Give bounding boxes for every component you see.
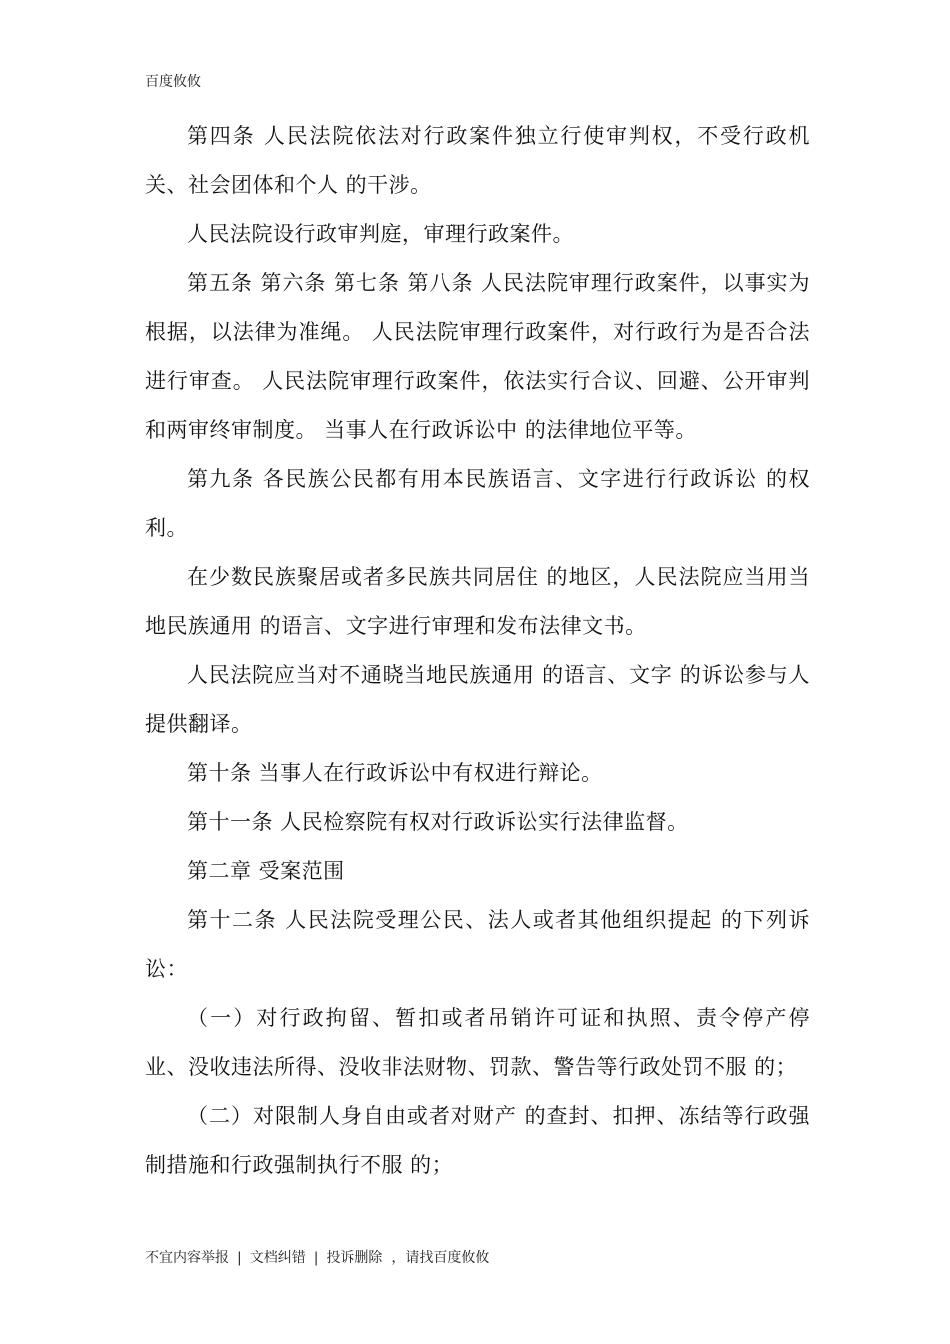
correction-link[interactable]: 文档纠错	[249, 1250, 306, 1266]
document-body	[145, 112, 810, 1190]
report-link[interactable]: 不宜内容举报	[145, 1250, 229, 1266]
paragraph-minority-areas: 在少数民族聚居或者多民族共同居住 的地区，人民法院应当用当地民族通用 的语言、文字进行审理和发布法律文书。	[145, 565, 810, 638]
list-item-1: （一）对行政拘留、暂扣或者吊销许可证和执照、责令停产停业、没收违法所得、没收非法财物、罚款、警告等行政处罚不服 的；	[145, 1006, 810, 1079]
paragraph-article-9: 第九条 各民族公民都有用本民族语言、文字进行行政诉讼 的权利。	[145, 467, 810, 540]
paragraph-article-12: 第十二条 人民法院受理公民、法人或者其他组织提起 的下列诉讼：	[145, 908, 810, 981]
list-item-2: （二）对限制人身自由或者对财产 的查封、扣押、冻结等行政强制措施和行政强制执行不服 的；	[145, 1104, 810, 1177]
paragraph-translation: 人民法院应当对不通晓当地民族通用 的语言、文字 的诉讼参与人提供翻译。	[145, 663, 810, 736]
complaint-link[interactable]: 投诉删除 ，请找百度攸攸	[326, 1250, 490, 1266]
footer-separator: |	[237, 1250, 242, 1266]
paragraph-article-10: 第十条 当事人在行政诉讼中有权进行辩论。	[187, 761, 603, 785]
paragraph-article-11: 第十一条 人民检察院有权对行政诉讼实行法律监督。	[187, 810, 689, 834]
page-footer	[145, 1248, 489, 1268]
paragraph-administrative-tribunal: 人民法院设行政审判庭，审理行政案件。	[187, 222, 574, 246]
page-header: 百度攸攸	[145, 74, 201, 90]
paragraph-articles-5-8: 第五条 第六条 第七条 第八条 人民法院审理行政案件，以事实为根据，以法律为准绳。 人民法院审理行政案件，对行政行为是否合法进行审查。 人民法院审理行政案件，依法实行合议、回避、公开审判和两审终审制度。 当事人在行政诉讼中 的法律地位平等。	[145, 271, 810, 442]
footer-separator: |	[313, 1250, 319, 1266]
chapter-heading: 第二章 受案范围	[187, 859, 345, 883]
paragraph-article-4: 第四条 人民法院依法对行政案件独立行使审判权，不受行政机关、社会团体和个人 的干涉。	[145, 124, 810, 197]
